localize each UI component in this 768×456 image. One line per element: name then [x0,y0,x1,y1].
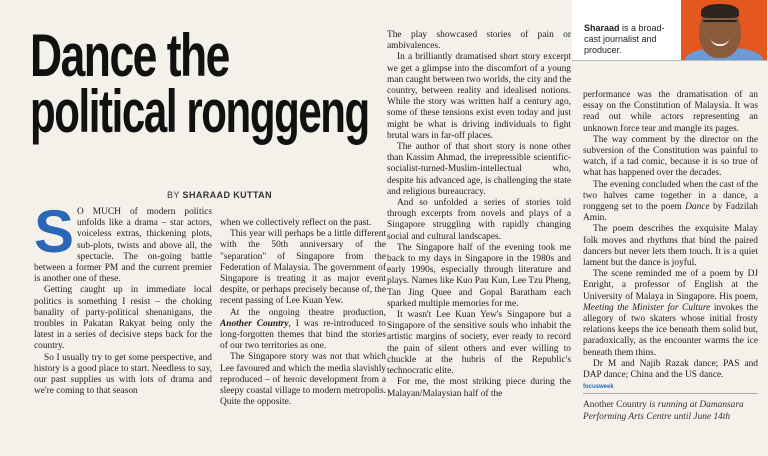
col1-para-3: So I usually try to get some perspective, and history is a good place to start. Needless to say, our past supplies us with lots of drama and we're coming to that season [34,352,212,397]
column-3 [387,30,571,400]
author-bio-box [572,0,768,61]
photo-hair [701,4,739,18]
author-photo [681,0,767,60]
column-1 [34,198,212,397]
drop-cap: S [34,198,75,265]
col4-para-4: The poem describes the exquisite Malay folk moves and rhythms that bind the paired dancers but never lets them touch. It is a quiet lament but the dance is joyful. [583,224,758,269]
column-2 [220,218,386,408]
photo-glasses [703,20,737,28]
play-title: Another Country [220,318,289,329]
headline-line-2: political ronggeng [30,78,369,145]
col4-p3-b: by Fadzilah Amin. [583,202,758,224]
headline [30,22,380,145]
col4-para-6: Dr M and Najib Razak dance; PAS and DAP dance; China and the US dance. [583,358,758,381]
col3-para-4: And so unfolded a series of stories told through excerpts from novels and plays of a Singapore struggling with rapidly changing social and cultural landscapes. [387,198,571,242]
headline-line-1: Dance the [30,22,229,89]
end-tag-line [583,381,758,393]
footnote-text: is running at Damansara Performing Arts Centre until June 14th [583,400,744,422]
col3-para-5: The Singapore half of the evening took me back to my days in Singapore in the 1980s and early 1990s, especially through literature and plays. Names like Kuo Pau Kun, Lee Tzu Pheng, Tan Jing Quee and Gopal Baratham each sparked multiple memories for me. [387,242,571,309]
byline [167,190,272,200]
col3-para-3: The author of that short story is none other than Kassim Ahmad, the irrepressible scientific-socialist-turned-Muslim-intellectual who, despite his advanced age, is challenging the state and religious bureaucracy. [387,142,571,197]
col1-para-2: Getting caught up in immediate local politics is something I resist – the choking banality of party-political shenanigans, the troubles in Pakatan Rakyat being only the latest in a series of decisive steps back for the country. [34,285,212,352]
byline-author: SHARAAD KUTTAN [182,190,272,200]
bio-text: is a broad-cast journalist and producer. [584,23,665,55]
poem-title-meeting: Meeting the Minister for Culture [583,302,711,313]
col4-p5-a: The scene reminded me of a poem by DJ Enright, a professor of English at the University of Malaya in Singapore. His poem, [583,269,758,302]
col1-lead: O MUCH [77,207,121,217]
col2-para-1: when we collectively reflect on the past. [220,218,372,228]
byline-prefix: BY [167,190,183,200]
col3-para-1: The play showcased stories of pain or ambivalences. [387,30,571,52]
col2-para-4: The Singapore story was not that which Lee favoured and which the media slavishly reproduced – of heroic development from a sleepy coastal village to modern metropolis. Quite the opposite. [220,352,386,408]
col4-p5-b: invokes the allegory of two skaters whose initial frosty relations keeps the ice beneath them solid but, paradoxically, as the encounter warms the ice beneath them thins. [583,302,758,358]
end-tag: focusweek [583,384,614,391]
col4-para-2: The way comment by the director on the subversion of the Constitution was painful to watch, if a tad comic, because it is so true of what has happened over the decades. [583,134,758,179]
poem-title-dance: Dance [685,202,710,213]
col2-para-3 [220,308,386,353]
column-4 [583,90,758,393]
col4-para-5 [583,269,758,359]
footnote-divider [583,393,758,394]
col1-p1-rest: of modern politics unfolds like a drama – star actors, voiceless extras, thickening plots, sub-plots, twists and above all, the spectacle. The on-going battle between a former PM and the current premier is another one of these. [34,207,212,285]
col2-p3-a: At the ongoing theatre production, [230,307,386,318]
col1-para-1 [34,198,212,285]
author-bio [584,23,679,56]
col4-para-3 [583,180,758,225]
col2-para-2: This year will perhaps be a little different with the 50th anniversary of the "separation" of Singapore from the Federation of Malaysia. The government of Singapore is treating it as major event despite, or perhaps precisely because of, the recent passing of Lee Kuan Yew. [220,229,386,307]
col4-p3-a: The evening concluded when the cast of the two halves came together in a dance, a ronggeng set to the poem [583,179,758,213]
col4-para-1: performance was the dramatisation of an essay on the Constitution of Malaysia. It was read out while actors representing an unknown force tear and mangle its pages. [583,90,758,134]
footnote [583,400,763,423]
col3-para-7: For me, the most striking piece during the Malayan/Malaysian half of the [387,377,571,399]
bio-name: Sharaad [584,23,620,33]
col3-para-6: It wasn't Lee Kuan Yew's Singapore but a Singapore of the sensitive souls who inhabit the artistic margins of society, ever ready to record the pain of silent others and ever willing to chuckle at the hubris of the Republic's technocratic elite. [387,310,571,377]
col3-para-2: In a brilliantly dramatised short story excerpt we get a glimpse into the discomfort of a young man caught between two worlds, the city and the country, between reality and idealised notions. While the story was written half a century ago, some of these tensions exist even today and just might be what is driving individuals to fight brutal wars in far-off places. [387,52,571,141]
col2-p3-b: , I was re-introduced to long-forgotten themes that bind the stories of our two territories as one. [220,318,386,352]
footnote-title: Another Country [583,400,647,410]
